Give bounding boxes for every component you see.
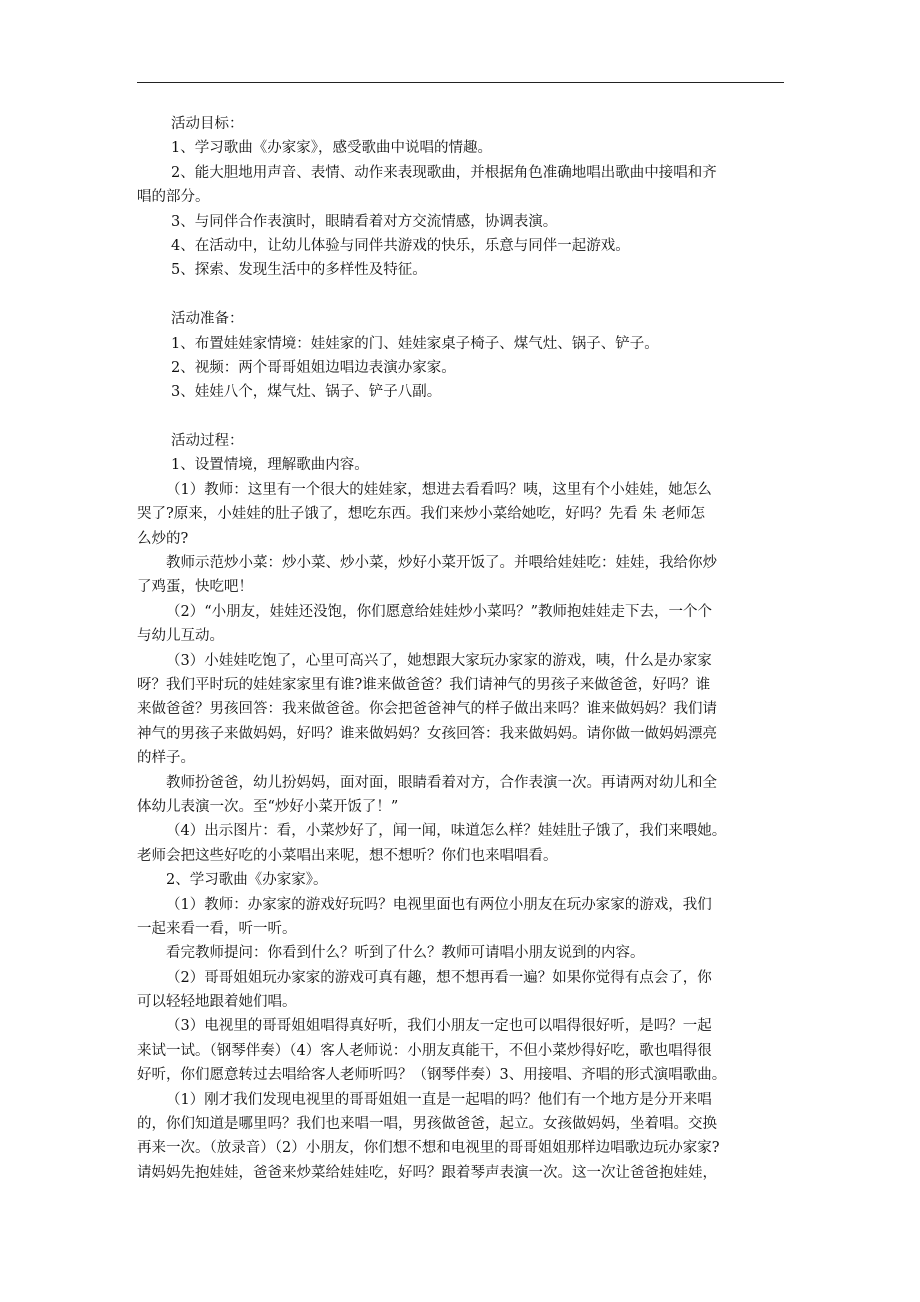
process-line: （1）刚才我们发现电视里的哥哥姐姐一直是一起唱的吗？他们有一个地方是分开来唱 [166,1091,712,1108]
prep-line: 2、视频：两个哥哥姐姐边唱边表演办家家。 [171,359,456,376]
section-gap [137,283,785,307]
process-line: （3）电视里的哥哥姐姐唱得真好听，我们小朋友一定也可以唱得很好听，是吗？一起 [166,1018,712,1035]
goals-line: 5、探索、发现生活中的多样性及特征。 [171,262,427,279]
section-gap [137,405,785,429]
goals-line: 2、能大胆地用声音、表情、动作来表现歌曲，并根据角色准确地唱出歌曲中接唱和齐 [171,164,717,181]
process-line: 的样子。 [137,750,195,767]
process-line: 呀？我们平时玩的娃娃家家里有谁?谁来做爸爸？我们请神气的男孩子来做爸爸，好吗？谁 [137,676,711,693]
process-line: 1、设置情境，理解歌曲内容。 [171,457,369,474]
process-line: 好听，你们愿意转过去唱给客人老师听吗？（钢琴伴奏）3、用接唱、齐唱的形式演唱歌曲。 [137,1067,727,1084]
process-line: 与幼儿互动。 [137,628,224,645]
process-line: 2、学习歌曲《办家家》。 [166,872,328,889]
process-line: （4）出示图片：看，小菜炒好了，闻一闻，味道怎么样？娃娃肚子饿了，我们来喂她。 [166,823,727,840]
process-line: 一起来看一看，听一听。 [137,920,297,937]
process-line: 么炒的? [137,530,189,547]
goals-line: 1、学习歌曲《办家家》，感受歌曲中说唱的情趣。 [171,140,492,157]
process-line: 体幼儿表演一次。至“炒好小菜开饭了！” [137,798,399,815]
process-line: 了鸡蛋，快吃吧！ [137,579,253,596]
goals-line: 唱的部分。 [137,189,210,206]
prep-title: 活动准备： [171,311,244,328]
process-line: 教师示范炒小菜：炒小菜、炒小菜，炒好小菜开饭了。并喂给娃娃吃：娃娃，我给你炒 [166,555,717,572]
document-body [137,112,785,1185]
prep-line: 1、布置娃娃家情境：娃娃家的门、娃娃家桌子椅子、煤气灶、锅子、铲子。 [171,335,659,352]
process-title: 活动过程： [171,433,244,450]
process-line: 的，你们知道是哪里吗？我们也来唱一唱，男孩做爸爸，起立。女孩做妈妈，坐着唱。交换 [137,1116,717,1133]
process-line: 教师扮爸爸，幼儿扮妈妈，面对面，眼睛看着对方，合作表演一次。再请两对幼儿和全 [166,774,717,791]
process-line: 来试一试。（钢琴伴奏）（4）客人老师说：小朋友真能干，不但小菜炒得好吃，歌也唱得很 [137,1042,712,1059]
process-line: （3）小娃娃吃饱了，心里可高兴了，她想跟大家玩办家家的游戏，咦，什么是办家家 [166,652,712,669]
process-line: 神气的男孩子来做妈妈，好吗？谁来做妈妈？女孩回答：我来做妈妈。请你做一做妈妈漂亮 [137,725,717,742]
goals-title: 活动目标： [171,116,244,132]
process-line: 请妈妈先抱娃娃，爸爸来炒菜给娃娃吃，好吗？跟着琴声表演一次。这一次让爸爸抱娃娃， [137,1164,717,1181]
process-line: 哭了?原来，小娃娃的肚子饿了，想吃东西。我们来炒小菜给她吃，好吗？先看 朱 老师怎 [137,506,705,523]
process-line: 来做爸爸？男孩回答：我来做爸爸。你会把爸爸神气的样子做出来吗？谁来做妈妈？我们请 [137,701,717,718]
header-divider [137,82,784,83]
process-line: 看完教师提问：你看到什么？听到了什么？教师可请唱小朋友说到的内容。 [166,945,645,962]
process-line: （1）教师：这里有一个很大的娃娃家，想进去看看吗？咦，这里有个小娃娃，她怎么 [166,481,712,498]
process-line: 再来一次。（放录音）（2）小朋友，你们想不想和电视里的哥哥姐姐那样边唱歌边玩办家家? [137,1140,720,1157]
goals-line: 4、在活动中，让幼儿体验与同伴共游戏的快乐，乐意与同伴一起游戏。 [171,237,630,254]
process-line: 老师会把这些好吃的小菜唱出来呢，想不想听？你们也来唱唱看。 [137,847,558,864]
process-line: （1）教师：办家家的游戏好玩吗？电视里面也有两位小朋友在玩办家家的游戏，我们 [166,896,712,913]
process-line: （2）哥哥姐姐玩办家家的游戏可真有趣，想不想再看一遍？如果你觉得有点会了，你 [166,969,712,986]
goals-line: 3、与同伴合作表演时，眼睛看着对方交流情感，协调表演。 [171,213,558,230]
prep-line: 3、娃娃八个，煤气灶、锅子、铲子八副。 [171,384,442,401]
process-line: 可以轻轻地跟着她们唱。 [137,994,297,1011]
process-line: （2）“小朋友，娃娃还没饱，你们愿意给娃娃炒小菜吗？”教师抱娃娃走下去，一个个 [166,603,713,620]
